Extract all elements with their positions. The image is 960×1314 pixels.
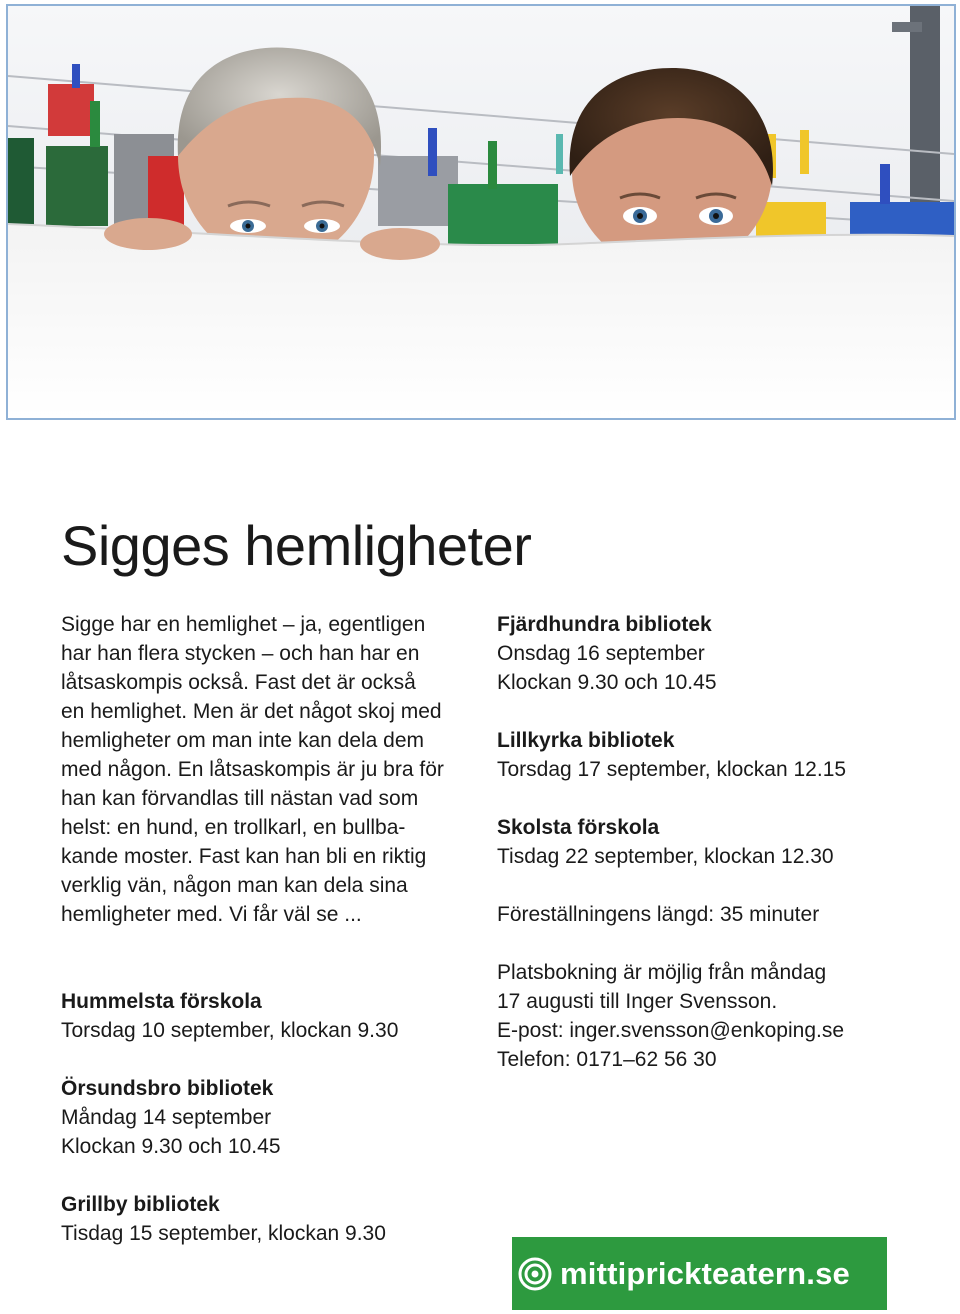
event-venue: Lillkyrka bibliotek — [497, 729, 675, 752]
event-time: Torsdag 17 september, klockan 12.15 — [497, 758, 847, 781]
event-fjardhundra — [497, 610, 937, 697]
intro-line: låtsaskompis också. Fast det är också — [61, 671, 416, 694]
intro-line: har han flera stycken – och han har en — [61, 642, 420, 665]
event-venue: Skolsta förskola — [497, 816, 660, 839]
hero-photo-illustration — [8, 6, 954, 418]
intro-line: en hemlighet. Men är det något skoj med — [61, 700, 442, 723]
event-time: Torsdag 10 september, klockan 9.30 — [61, 1019, 399, 1042]
mittiprickteatern-logo — [512, 1237, 887, 1310]
event-venue: Hummelsta förskola — [61, 990, 262, 1013]
page-title: Sigges hemligheter — [61, 514, 532, 577]
event-time: Tisdag 15 september, klockan 9.30 — [61, 1222, 386, 1245]
target-icon — [518, 1257, 552, 1291]
left-column — [61, 610, 481, 1248]
event-orsundsbro — [61, 1074, 481, 1161]
event-venue: Fjärdhundra bibliotek — [497, 613, 712, 636]
duration-text: Föreställningens längd: 35 minuter — [497, 903, 820, 926]
event-venue: Grillby bibliotek — [61, 1193, 220, 1216]
event-time: Klockan 9.30 och 10.45 — [497, 671, 717, 694]
intro-line: helst: en hund, en trollkarl, en bullba- — [61, 816, 406, 839]
event-skolsta — [497, 813, 937, 871]
booking-email: E-post: inger.svensson@enkoping.se — [497, 1019, 845, 1042]
booking-line: 17 augusti till Inger Svensson. — [497, 990, 778, 1013]
intro-line: kande moster. Fast kan han bli en riktig — [61, 845, 427, 868]
right-column — [497, 610, 937, 1074]
booking-line: Platsbokning är möjlig från måndag — [497, 961, 827, 984]
event-grillby — [61, 1190, 481, 1248]
intro-line: med någon. En låtsaskompis är ju bra för — [61, 758, 444, 781]
event-venue: Örsundsbro bibliotek — [61, 1077, 274, 1100]
event-time: Tisdag 22 september, klockan 12.30 — [497, 845, 834, 868]
event-time: Klockan 9.30 och 10.45 — [61, 1135, 281, 1158]
event-hummelsta — [61, 987, 481, 1045]
logo-text: mittiprickteatern.se — [560, 1255, 850, 1291]
intro-line: hemligheter med. Vi får väl se ... — [61, 903, 362, 926]
intro-line: hemligheter om man inte kan dela dem — [61, 729, 425, 752]
hero-photo — [6, 4, 956, 420]
intro-line: Sigge har en hemlighet – ja, egentligen — [61, 613, 426, 636]
intro-text — [61, 610, 481, 929]
intro-line: verklig vän, någon man kan dela sina — [61, 874, 408, 897]
booking-info — [497, 958, 937, 1074]
event-date: Måndag 14 september — [61, 1106, 272, 1129]
event-date: Onsdag 16 september — [497, 642, 705, 665]
event-lillkyrka — [497, 726, 937, 784]
booking-phone: Telefon: 0171–62 56 30 — [497, 1048, 717, 1071]
intro-line: han kan förvandlas till nästan vad som — [61, 787, 419, 810]
duration-info — [497, 900, 937, 929]
